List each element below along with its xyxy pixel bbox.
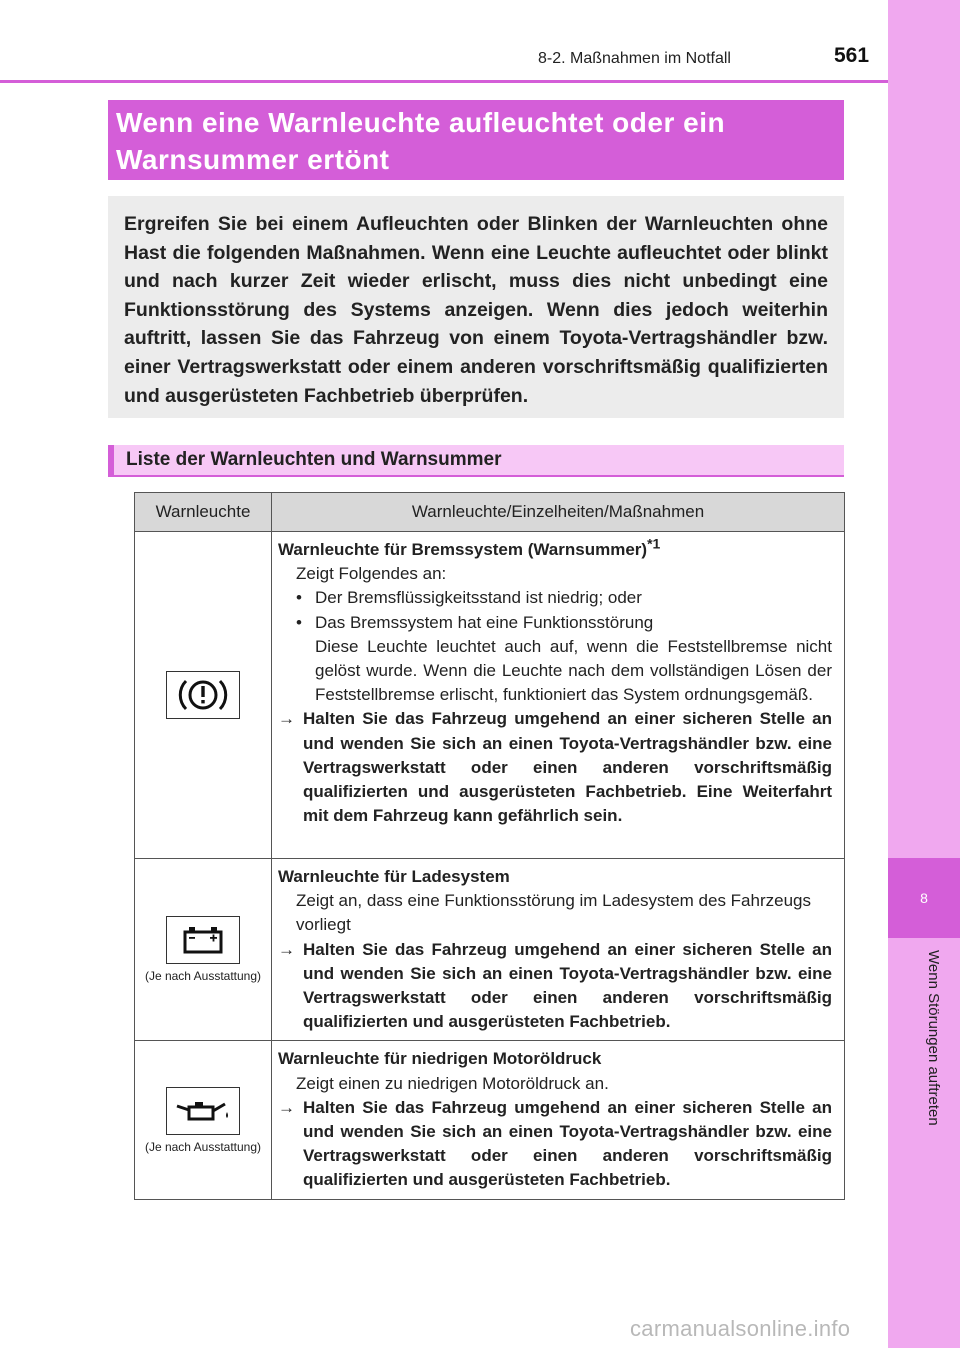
- detail-cell: [272, 859, 845, 1041]
- table-row: [135, 859, 845, 1041]
- arrow-icon: →: [278, 939, 295, 959]
- table-row: [135, 532, 845, 859]
- chapter-tab: [888, 858, 960, 938]
- icon-note: (Je nach Ausstattung): [144, 969, 262, 984]
- bullet-text: Der Bremsflüssigkeitsstand ist niedrig; oder: [315, 588, 642, 608]
- footnote-marker: *1: [647, 535, 661, 552]
- action-text: Halten Sie das Fahrzeug umgehend an einer sicheren Stelle an und wenden Sie sich an einen Toyota-Vertragshändler bzw. eine Vertragswerkstatt oder einen anderen vorschriftsmäßig qualifizierten und ausgerüsteten Fachbetrieb.: [303, 1097, 832, 1190]
- page-title: Wenn eine Warnleuchte aufleuchtet oder ein Warnsummer ertönt: [116, 107, 726, 175]
- subheading: Liste der Warnleuchten und Warnsummer: [108, 445, 844, 477]
- intro-text: Ergreifen Sie bei einem Aufleuchten oder Blinken der Warnleuchten ohne Hast die folgenden Maßnahmen. Wenn eine Leuchte aufleuchtet oder blinkt und nach kurzer Zeit wieder erlischt, muss dies nicht unbedingt eine Funktionsstörung des Systems anzeigen. Wenn dies jedoch weiterhin auftritt, lassen Sie das Fahrzeug von einem Toyota-Vertragshändler bzw. einer Vertragswerkstatt oder einem anderen vorschriftsmäßig qualifizierten und ausgerüsteten Fachbetrieb überprüfen.: [124, 213, 828, 407]
- page-number: 561: [834, 44, 870, 67]
- icon-cell: [135, 532, 272, 859]
- watermark: carmanualsonline.info: [630, 1316, 851, 1341]
- table-header-details: Warnleuchte/Einzelheiten/Maßnahmen: [272, 493, 845, 532]
- bullet-continuation: Diese Leuchte leuchtet auch auf, wenn die Feststellbremse nicht gelöst wurde. Wenn die Leuchte nach dem vollständigen Lösen der Feststellbremse erlischt, funktioniert das System ordnungsgemäß.: [315, 636, 832, 705]
- brake-warning-icon: [166, 671, 240, 719]
- icon-cell: [135, 859, 272, 1041]
- chapter-title: Wenn Störungen auftreten: [925, 950, 942, 1126]
- title-box: [108, 100, 844, 180]
- arrow-icon: →: [278, 1097, 295, 1117]
- bullet-glyph: •: [296, 612, 302, 632]
- table-header-warnleuchte: Warnleuchte: [135, 493, 272, 532]
- oil-can-icon: [166, 1087, 240, 1135]
- table-header-row: [135, 493, 845, 532]
- section-label: 8-2. Maßnahmen im Notfall: [538, 50, 731, 67]
- bullet-glyph: •: [296, 588, 302, 608]
- battery-icon: [166, 916, 240, 964]
- list-item: [278, 586, 832, 610]
- warning-detail: Zeigt an, dass eine Funktionsstörung im Ladesystem des Fahrzeugs vorliegt: [296, 891, 811, 935]
- arrow-icon: →: [278, 709, 295, 729]
- detail-cell: [272, 532, 845, 859]
- chapter-number: 8: [920, 890, 928, 906]
- warning-title: Warnleuchte für Ladesystem: [278, 867, 510, 886]
- action-item: [278, 1096, 832, 1193]
- warning-detail: Zeigt einen zu niedrigen Motoröldruck an.: [296, 1073, 609, 1093]
- action-text: Halten Sie das Fahrzeug umgehend an einer sicheren Stelle an und wenden Sie sich an einen Toyota-Vertragshändler bzw. eine Vertragswerkstatt oder einen anderen vorschriftsmäßig qualifizierten und ausgerüsteten Fachbetrieb. Eine Weiterfahrt mit dem Fahrzeug kann gefährlich sein.: [303, 709, 832, 826]
- warning-table: [134, 492, 845, 1200]
- icon-cell: [135, 1041, 272, 1199]
- warning-title: Warnleuchte für niedrigen Motoröldruck: [278, 1049, 602, 1069]
- intro-box: [108, 196, 844, 418]
- list-item: [278, 611, 832, 635]
- action-item: [278, 938, 832, 1035]
- warning-intro: Zeigt Folgendes an:: [296, 564, 447, 584]
- bullet-text: Das Bremssystem hat eine Funktionsstörung: [315, 612, 654, 632]
- action-text: Halten Sie das Fahrzeug umgehend an einer sicheren Stelle an und wenden Sie sich an einen Toyota-Vertragshändler bzw. eine Vertragswerkstatt oder einen anderen vorschriftsmäßig qualifizierten und ausgerüsteten Fachbetrieb.: [303, 939, 832, 1032]
- warning-title: [278, 535, 832, 562]
- header-divider: [0, 80, 888, 83]
- table-row: [135, 1041, 845, 1199]
- icon-note: (Je nach Ausstattung): [144, 1139, 262, 1154]
- warning-title-text: Warnleuchte für Bremssystem (Warnsummer): [278, 540, 648, 559]
- detail-cell: [272, 1041, 845, 1199]
- action-item: [278, 707, 832, 828]
